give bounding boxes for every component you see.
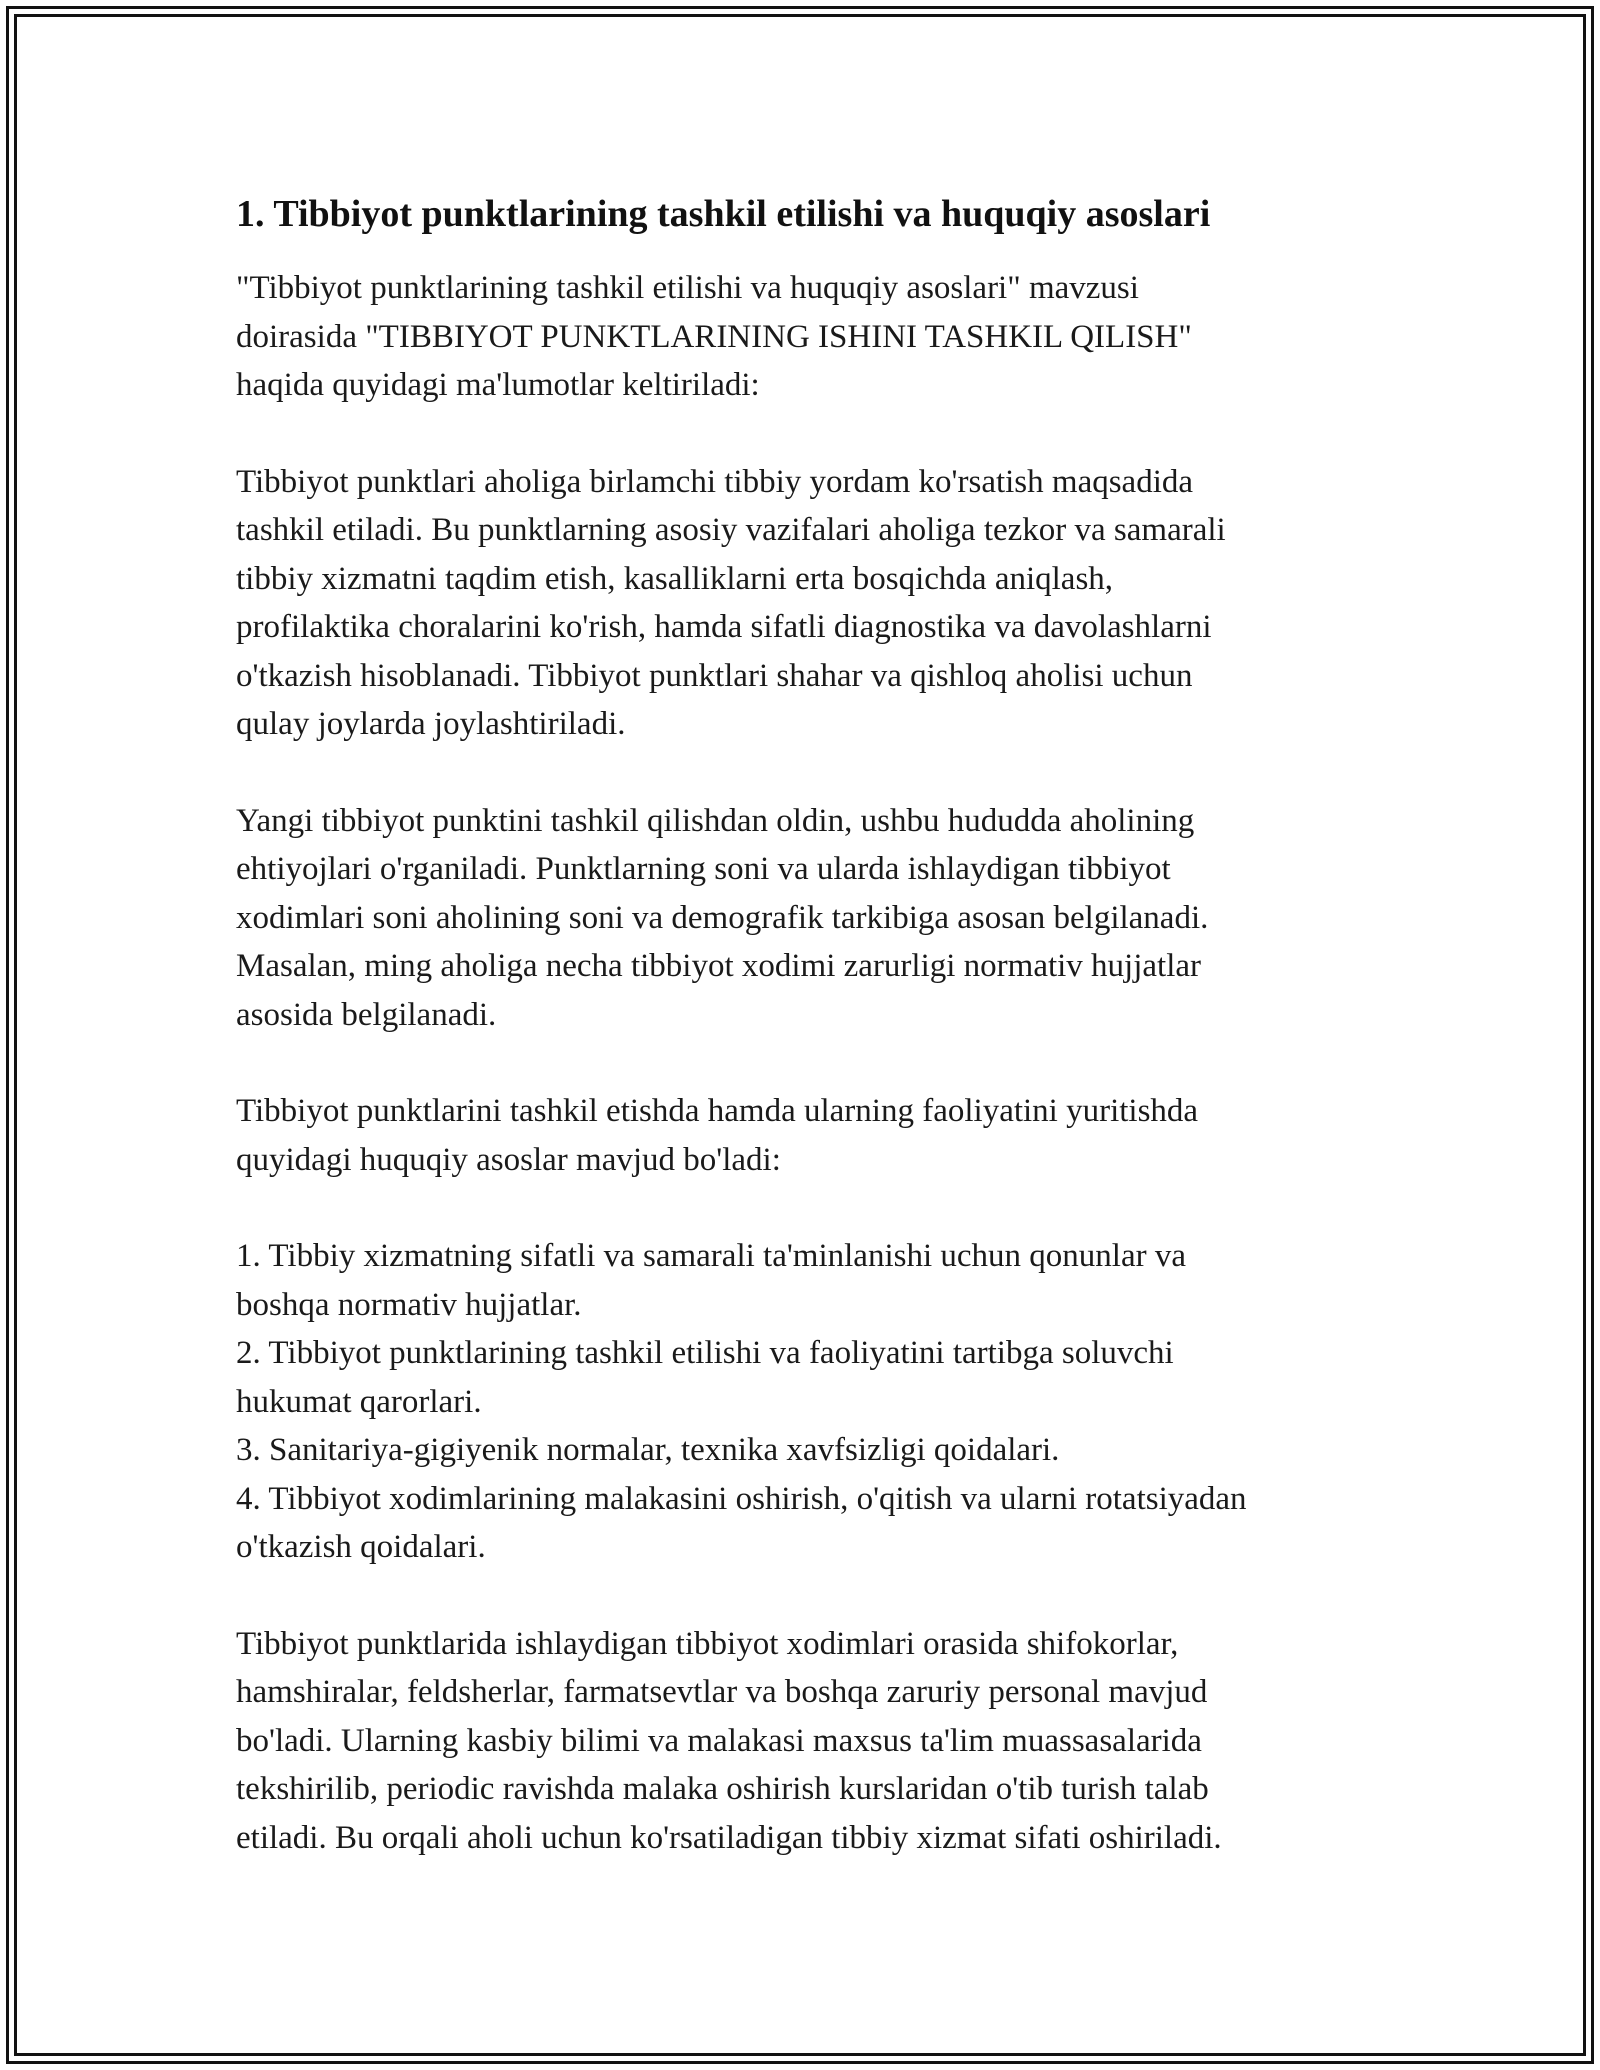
legal-basis-list	[236, 1232, 1376, 1572]
section-heading: 1. Tibbiyot punktlarining tashkil etilishi va huquqiy asoslari	[236, 193, 1211, 235]
document-body	[236, 186, 1376, 1910]
staff-paragraph: Tibbiyot punktlarida ishlaydigan tibbiyot xodimlari orasida shifokorlar, hamshiralar, feldsherlar, farmatsevtlar va boshqa zaruriy personal mavjud bo'ladi. Ularning kasbiy bilimi va malakasi maxsus ta'lim muassasalarida tekshirilib, periodic ravishda malaka oshirish kurslaridan o'tib turish talab etiladi. Bu orqali aholi uchun ko'rsatiladigan tibbiy xizmat sifati oshiriladi.	[236, 1625, 1222, 1856]
list-item: 2. Tibbiyot punktlarining tashkil etilishi va faoliyatini tartibga soluvchi hukumat qarorlari.	[236, 1335, 1174, 1420]
legal-basis-paragraph: Tibbiyot punktlarini tashkil etishda hamda ularning faoliyatini yuritishda quyidagi huquqiy asoslar mavjud bo'ladi:	[236, 1093, 1199, 1178]
list-item: 3. Sanitariya-gigiyenik normalar, texnika xavfsizligi qoidalari.	[236, 1432, 1060, 1468]
planning-paragraph: Yangi tibbiyot punktini tashkil qilishdan oldin, ushbu hududda aholining ehtiyojlari o'rganiladi. Punktlarning soni va ularda ishlaydigan tibbiyot xodimlari soni aholining soni va demografik tarkibiga asosan belgilanadi. Masalan, ming aholiga necha tibbiyot xodimi zarurligi normativ hujjatlar asosida belgilanadi.	[236, 802, 1209, 1033]
list-item: 4. Tibbiyot xodimlarining malakasini oshirish, o'qitish va ularni rotatsiyadan o'tkazish qoidalari.	[236, 1480, 1247, 1565]
intro-paragraph: "Tibbiyot punktlarining tashkil etilishi va huquqiy asoslari" mavzusi doirasida "TIBBIYOT PUNKTLARINING ISHINI TASHKIL QILISH" haqida quyidagi ma'lumotlar keltiriladi:	[236, 270, 1192, 403]
purpose-paragraph: Tibbiyot punktlari aholiga birlamchi tibbiy yordam ko'rsatish maqsadida tashkil etiladi. Bu punktlarning asosiy vazifalari aholiga tezkor va samarali tibbiy xizmatni taqdim etish, kasalliklarni erta bosqichda aniqlash, profilaktika choralarini ko'rish, hamda sifatli diagnostika va davolashlarni o'tkazish hisoblanadi. Tibbiyot punktlari shahar va qishloq aholisi uchun qulay joylarda joylashtiriladi.	[236, 463, 1226, 742]
list-item: 1. Tibbiy xizmatning sifatli va samarali ta'minlanishi uchun qonunlar va boshqa normativ hujjatlar.	[236, 1238, 1186, 1323]
